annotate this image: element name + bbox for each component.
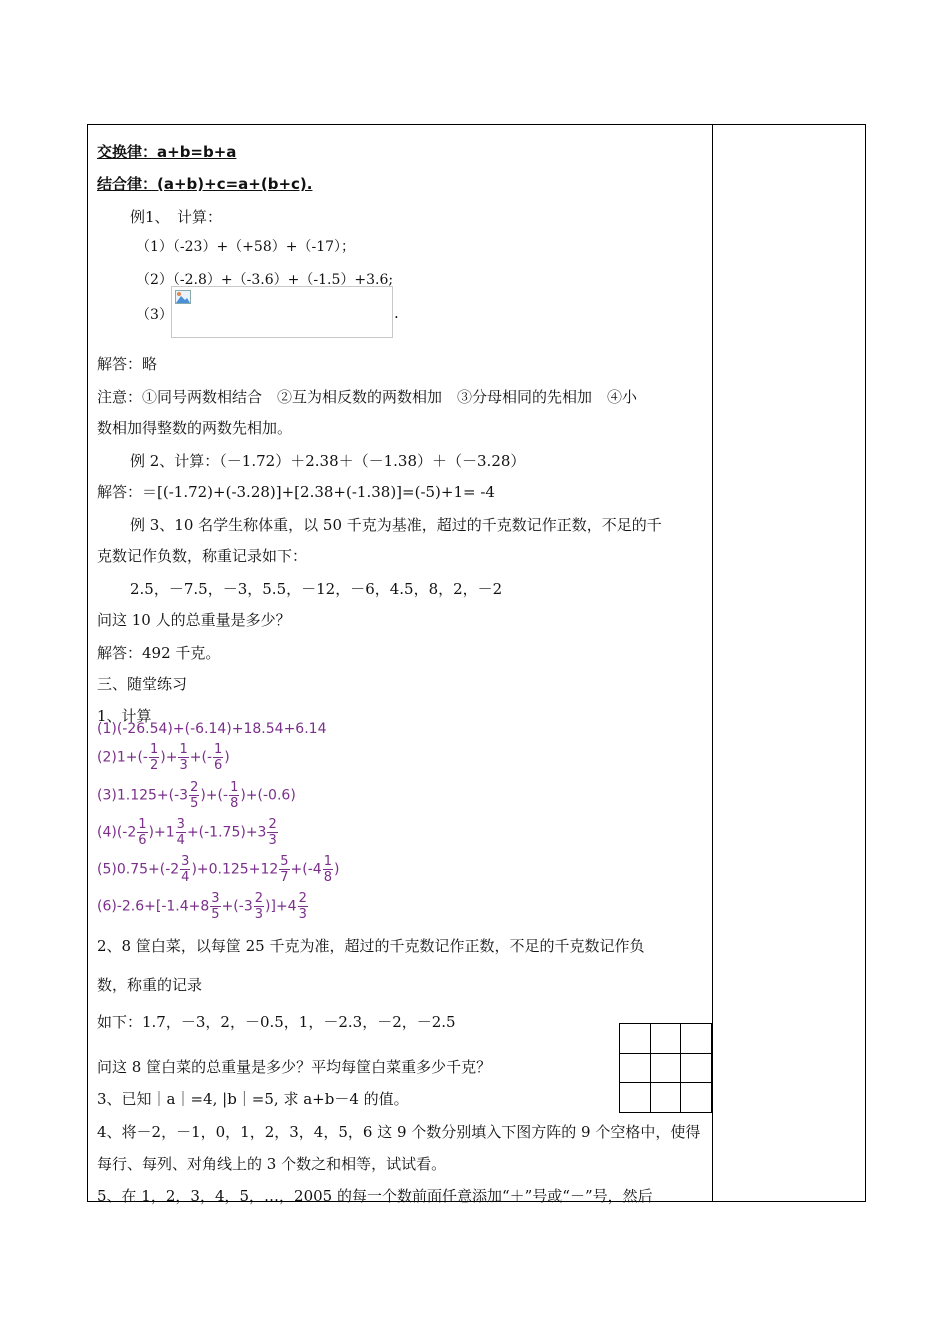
grid-cell <box>651 1024 682 1054</box>
example3-line2: 克数记作负数，称重记录如下： <box>97 547 308 565</box>
practice2-data: 如下：1.7，－3，2，－0.5，1，－2.3，－2，－2.5 <box>97 1013 456 1031</box>
grid-cell <box>681 1054 712 1084</box>
grid-cell <box>620 1083 651 1113</box>
practice1-title: 1、计算 <box>97 707 152 725</box>
section-heading: 三、随堂练习 <box>97 675 188 693</box>
grid-cell <box>620 1024 651 1054</box>
answer3: 解答：492 千克。 <box>97 644 221 662</box>
grid-cell <box>620 1054 651 1084</box>
exercise-3: (3)1.125+(-3 $\frac{2}{5}$ )+(- $\frac{1}{8}$ )+(-0.6) <box>97 780 296 811</box>
example1-item3-end: . <box>394 304 399 322</box>
practice4-line1: 4、将－2，－1，0，1，2，3，4，5，6 这 9 个数分别填入下图方阵的 9 个空格中，使得 <box>97 1123 701 1141</box>
example3-data: 2.5，－7.5，－3，5.5，－12，－6，4.5，8，2，－2 <box>130 580 503 598</box>
example3-question: 问这 10 人的总重量是多少？ <box>97 611 291 629</box>
image-placeholder <box>171 286 393 338</box>
practice2-question: 问这 8 筐白菜的总重量是多少？平均每筐白菜重多少千克？ <box>97 1058 492 1076</box>
grid-cell <box>651 1083 682 1113</box>
associative-law: 结合律：(a+b)+c=a+(b+c). <box>97 175 313 193</box>
column-divider <box>712 124 713 1202</box>
example1-item3-label: （3） <box>136 307 173 323</box>
example2: 例 2、计算：（－1.72）＋2.38＋（－1.38）＋（－3.28） <box>130 452 526 470</box>
answer1: 解答：略 <box>97 355 158 373</box>
broken-image-icon <box>175 290 191 304</box>
practice4-line2: 每行、每列、对角线上的 3 个数之和相等，试试看。 <box>97 1155 447 1173</box>
example1-item2: （2）（-2.8）+（-3.6）+（-1.5）+3.6; <box>136 272 394 288</box>
answer2: 解答：＝[(-1.72)+(-3.28)]+[2.38+(-1.38)]=(-5)+1= -4 <box>97 483 495 501</box>
practice2-line1: 2、8 筐白菜，以每筐 25 千克为准，超过的千克数记作正数，不足的千克数记作负 <box>97 937 645 955</box>
grid-cell <box>681 1024 712 1054</box>
magic-square-grid <box>619 1023 712 1113</box>
practice3: 3、已知｜a｜=4, |b｜=5, 求 a+b－4 的值。 <box>97 1090 409 1108</box>
practice2-line2: 数，称重的记录 <box>97 976 203 994</box>
example1-item1: （1）（-23）+（+58）+（-17）； <box>136 239 356 255</box>
example1-title: 例1、 计算： <box>130 208 223 226</box>
exercise-4: (4)(-2 $\frac{1}{6}$ )+1 $\frac{3}{4}$ +(-1.75)+3 $\frac{2}{3}$ <box>97 817 277 848</box>
grid-cell <box>651 1054 682 1084</box>
note-line2: 数相加得整数的两数先相加。 <box>97 419 293 437</box>
commutative-law: 交换律：a+b=b+a <box>97 143 237 161</box>
grid-cell <box>681 1083 712 1113</box>
exercise-2: (2)1+(- $\frac{1}{2}$ )+ $\frac{1}{3}$ +(- $\frac{1}{6}$ ) <box>97 742 230 773</box>
exercise-1: (1)(-26.54)+(-6.14)+18.54+6.14 <box>97 721 327 737</box>
practice5: 5、在 1，2，3，4，5，…，2005 的每一个数前面任意添加“＋”号或“－”号，然后 <box>97 1187 653 1205</box>
exercise-5: (5)0.75+(-2 $\frac{3}{4}$ )+0.125+12 $\frac{5}{7}$ +(-4 $\frac{1}{8}$ ) <box>97 854 340 885</box>
example3-line1: 例 3、10 名学生称体重，以 50 千克为基准，超过的千克数记作正数，不足的千 <box>130 516 662 534</box>
note-line1: 注意：①同号两数相结合 ②互为相反数的两数相加 ③分母相同的先相加 ④小 <box>97 388 638 406</box>
exercise-6: (6)-2.6+[-1.4+8 $\frac{3}{5}$ +(-3 $\frac{2}{3}$ )]+4 $\frac{2}{3}$ <box>97 891 307 922</box>
